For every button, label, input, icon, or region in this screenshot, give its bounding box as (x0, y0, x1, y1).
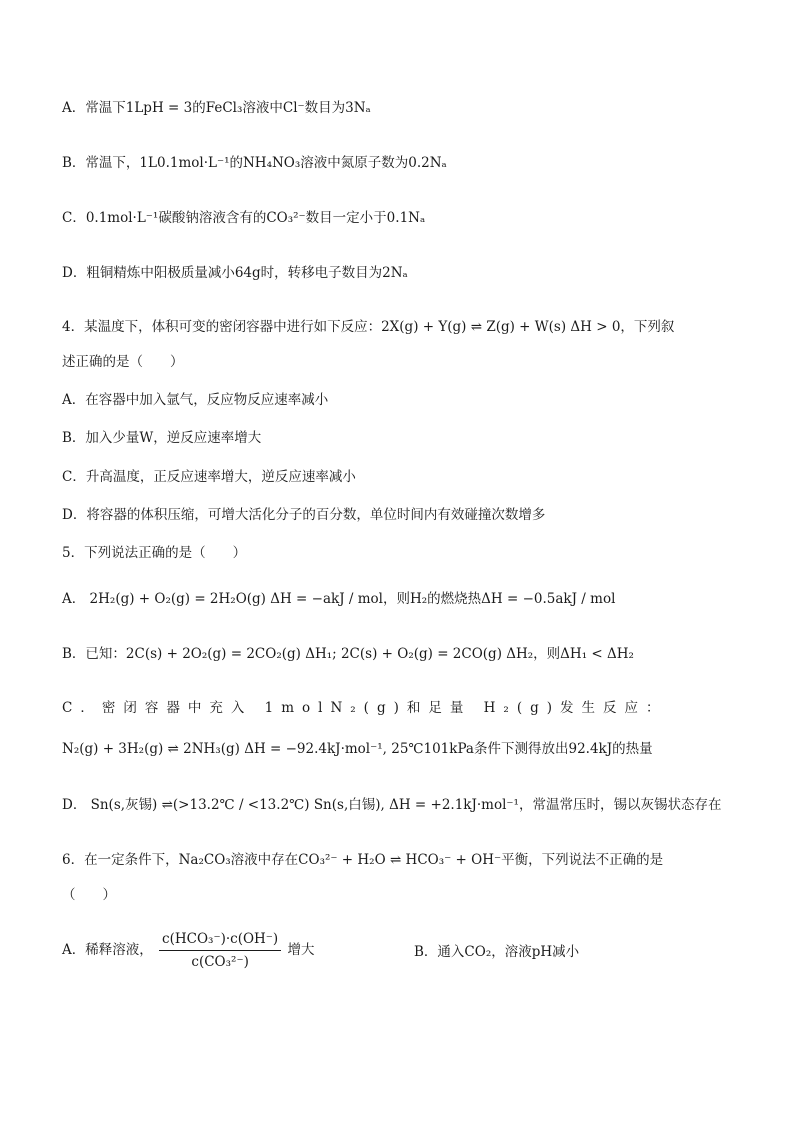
q6-option-a-fraction (159, 930, 281, 971)
q5-option-c-line2: N₂(g) + 3H₂(g) ⇌ 2NH₃(g) ΔH = −92.4kJ·mol⁻¹, 25℃101kPa条件下测得放出92.4kJ的热量 (62, 741, 653, 757)
q4-option-d: D．将容器的体积压缩，可增大活化分子的百分数，单位时间内有效碰撞次数增多 (62, 507, 546, 523)
q6-stem-line1: 6．在一定条件下，Na₂CO₃溶液中存在CO₃²⁻ + H₂O ⇌ HCO₃⁻ + OH⁻平衡，下列说法不正确的是 (62, 852, 664, 868)
q3-option-d: D．粗铜精炼中阳极质量减小64g时，转移电子数目为2Nₐ (62, 265, 408, 281)
q3-option-c: C．0.1mol·L⁻¹碳酸钠溶液含有的CO₃²⁻数目一定小于0.1Nₐ (62, 210, 426, 226)
q4-option-a: A．在容器中加入氩气，反应物反应速率减小 (62, 392, 329, 408)
q5-option-a: A． 2H₂(g) + O₂(g) = 2H₂O(g) ΔH = −akJ / mol，则H₂的燃烧热ΔH = −0.5akJ / mol (62, 591, 616, 607)
q6-option-a (62, 930, 315, 971)
q4-stem-line2: 述正确的是（ ） (62, 354, 184, 370)
q5-stem: 5．下列说法正确的是（ ） (62, 545, 247, 561)
q5-option-b: B．已知：2C(s) + 2O₂(g) = 2CO₂(g) ΔH₁; 2C(s) + O₂(g) = 2CO(g) ΔH₂，则ΔH₁ < ΔH₂ (62, 646, 634, 662)
q6-option-a-suffix: 增大 (287, 942, 315, 958)
q5-option-d: D． Sn(s,灰锡) ⇌(>13.2℃ / <13.2℃) Sn(s,白锡), ΔH = +2.1kJ·mol⁻¹，常温常压时，锡以灰锡状态存在 (62, 797, 722, 813)
q6-stem-line2: （ ） (62, 887, 116, 903)
q6-option-a-prefix: A．稀释溶液， (62, 942, 153, 958)
fraction-numerator: c(HCO₃⁻)·c(OH⁻) (159, 930, 281, 951)
q3-option-a: A．常温下1LpH = 3的FeCl₃溶液中Cl⁻数目为3Nₐ (62, 100, 371, 116)
fraction-denominator: c(CO₃²⁻) (191, 954, 249, 970)
q4-stem-line1: 4．某温度下，体积可变的密闭容器中进行如下反应：2X(g) + Y(g) ⇌ Z(g) + W(s) ΔH > 0，下列叙 (62, 319, 675, 335)
q5-option-c-line1: C．密闭容器中充入 1molN₂(g)和足量 H₂(g)发生反应： (62, 700, 668, 716)
q4-option-b: B．加入少量W，逆反应速率增大 (62, 430, 262, 446)
q6-option-b: B．通入CO₂，溶液pH减小 (414, 944, 580, 960)
q4-option-c: C．升高温度，正反应速率增大，逆反应速率减小 (62, 469, 356, 485)
q3-option-b: B．常温下，1L0.1mol·L⁻¹的NH₄NO₃溶液中氮原子数为0.2Nₐ (62, 155, 447, 171)
